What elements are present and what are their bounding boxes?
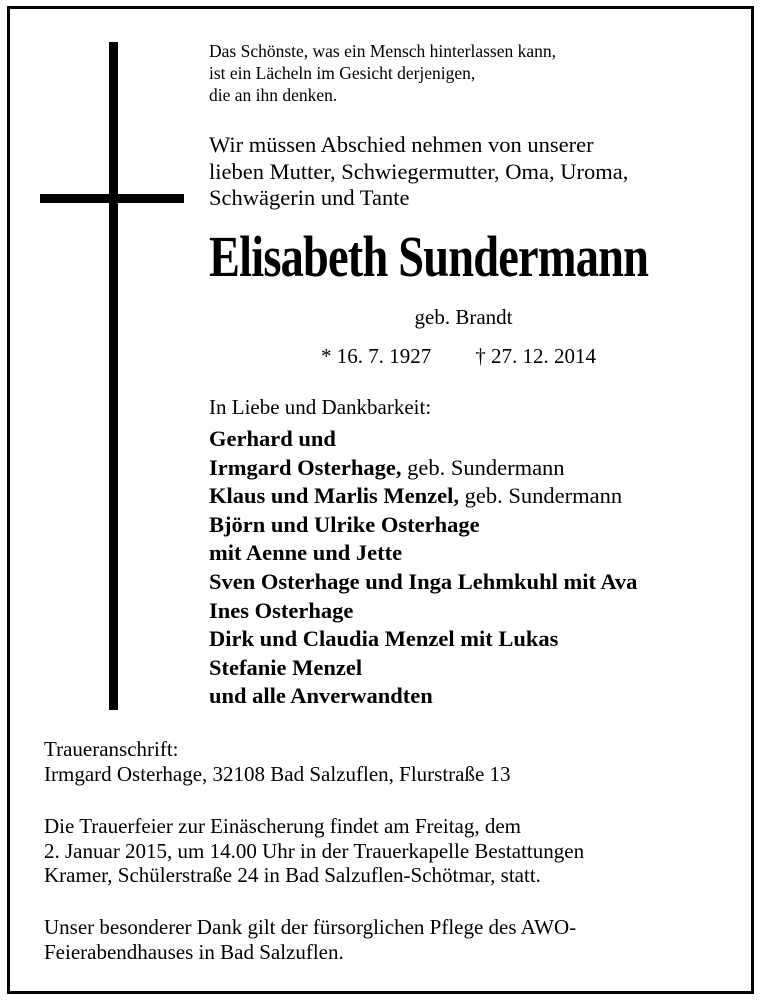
- death-date: † 27. 12. 2014: [475, 344, 596, 368]
- address-value: Irmgard Osterhage, 32108 Bad Salzuflen, Flurstraße 13: [44, 761, 511, 786]
- mourner-line: Ines Osterhage: [209, 597, 354, 623]
- maiden-name: geb. Brandt: [414, 305, 513, 329]
- mourner-line: Stefanie Menzel: [209, 654, 363, 680]
- life-dates: [321, 343, 596, 369]
- farewell-line: lieben Mutter, Schwiegermutter, Oma, Uroma,: [209, 158, 629, 184]
- farewell-text: [209, 132, 628, 212]
- mourner-line: Gerhard und: [209, 426, 336, 451]
- service-line: 2. Januar 2015, um 14.00 Uhr in der Trauerkapelle Bestattungen: [44, 838, 585, 863]
- mourner-line: Sven Osterhage und Inga Lehmkuhl mit Ava: [209, 568, 638, 594]
- quote-line: ist ein Lächeln im Gesicht derjenigen,: [209, 63, 476, 83]
- address-label: Traueranschrift:: [44, 737, 179, 761]
- thanks-line: Feierabendhauses in Bad Salzuflen.: [44, 939, 344, 964]
- mourning-address: [44, 737, 511, 786]
- thanks-line: Unser besonderer Dank gilt der fürsorglichen Pflege des AWO-: [44, 915, 577, 939]
- mourner-line: und alle Anverwandten: [209, 683, 433, 709]
- birth-date: * 16. 7. 1927: [321, 344, 432, 368]
- mourner-line: mit Aenne und Jette: [209, 540, 403, 566]
- mourner-line: Dirk und Claudia Menzel mit Lukas: [209, 626, 559, 652]
- funeral-service-info: [44, 814, 584, 888]
- mourner-line: Björn und Ulrike Osterhage: [209, 511, 480, 537]
- cross-icon-bar: [40, 194, 184, 203]
- mourners-list: [209, 425, 637, 711]
- quote: [209, 40, 556, 106]
- quote-line: Das Schönste, was ein Mensch hinterlassen kann,: [209, 41, 557, 61]
- thanks-note: [44, 915, 576, 964]
- quote-line: die an ihn denken.: [209, 85, 338, 105]
- mourner-line: Klaus und Marlis Menzel, geb. Sundermann: [209, 483, 623, 509]
- deceased-name: Elisabeth Sundermann: [209, 224, 649, 289]
- cross-icon: [109, 42, 118, 710]
- farewell-line: Schwägerin und Tante: [209, 185, 410, 210]
- mourner-line: Irmgard Osterhage, geb. Sundermann: [209, 454, 565, 480]
- service-line: Kramer, Schülerstraße 24 in Bad Salzuflen-Schötmar, statt.: [44, 863, 541, 887]
- farewell-line: Wir müssen Abschied nehmen von unserer: [209, 132, 594, 157]
- love-line: In Liebe und Dankbarkeit:: [209, 395, 432, 419]
- service-line: Die Trauerfeier zur Einäscherung findet am Freitag, dem: [44, 814, 522, 838]
